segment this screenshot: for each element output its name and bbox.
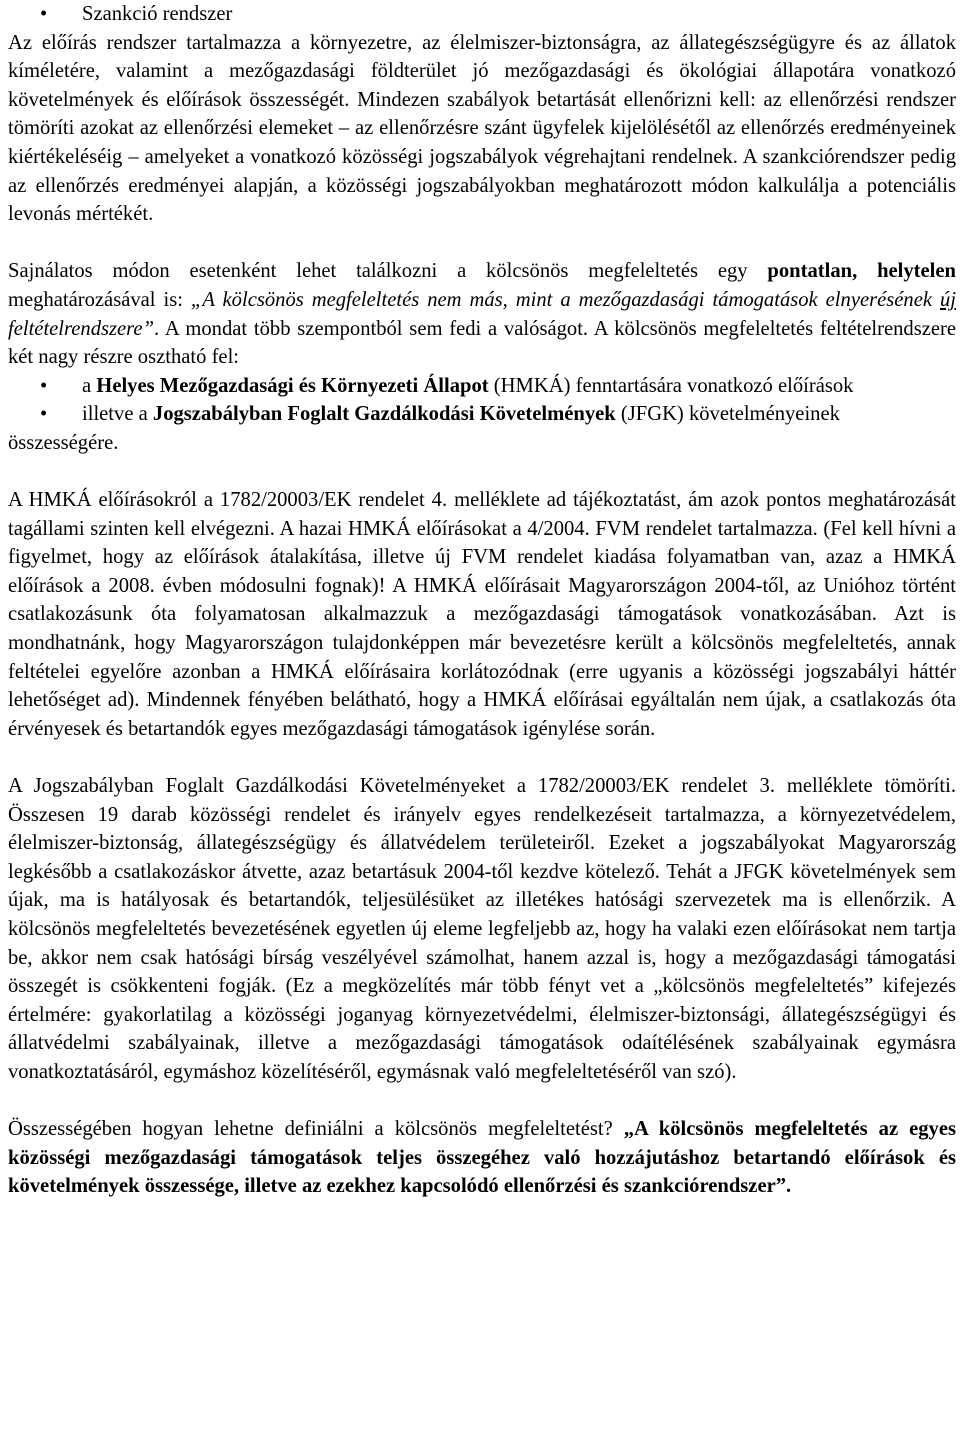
paragraph-control-text: Mindezen szabályok betartását ellenőrizni kell: az ellenőrzési rendszer tömöríti azokat az ellenőrzési elemeket – az ellenőrzésre szánt ügyfelek kijelölésétől az ellenőrzés eredményeinek kiértékeléséig – amelyeket a vonatkozó közösségi jogszabályok végrehajtani rendelnek. A szankciórendszer pedig az ellenőrzés eredményei alapján, a közösségi jogszabályokban meghatározott módon kalkulálja a potenciális levonás mértékét. xyxy=(8,88,956,226)
bold-run: Jogszabályban Foglalt Gazdálkodási Követelmények xyxy=(152,403,616,426)
italic-run: „A kölcsönös megfeleltetés nem más, mint a mezőgazdasági támogatások elnyerésének xyxy=(190,288,940,311)
text-run: a xyxy=(82,374,97,397)
bullet-icon: • xyxy=(40,374,48,397)
bullet-item-sanction-system xyxy=(8,0,956,29)
bold-run: pontatlan, helytelen xyxy=(767,260,956,283)
paragraph-hmka: A HMKÁ előírásokról a 1782/20003/EK rendelet 4. melléklete ad tájékoztatást, ám azok pontos meghatározását tagállami szinten kell elvégezni. A hazai HMKÁ előírásokat a 4/2004. FVM rendelet tartalmazza. (Fel kell hívni a figyelmet, hogy az előírások átalakítása, illetve új FVM rendelet kiadása folyamatban van, azaz a HMKÁ előírások a 2008. évben módosulni fognak)! A HMKÁ előírásait Magyarországon 2004-től, az Unióhoz történt csatlakozásunk óta folyamatosan alkalmazzuk a mezőgazdasági támogatások vonatkozásában. Azt is mondhatnánk, hogy Magyarországon tulajdonképpen már bevezetésre került a kölcsönös megfeleltetés, annak feltételei egyelőre azonban a HMKÁ előírásaira korlátozódnak (erre ugyanis a közösségi jogszabályi háttér lehetőséget ad). Mindennek fényében belátható, hogy a HMKÁ előírásai egyáltalán nem újak, a csatlakozás óta érvényesek és betartandók egyes mezőgazdasági támogatások igénylése során. xyxy=(8,489,956,740)
paragraph-requirements-text: Az előírás rendszer tartalmazza a környezetre, az élelmiszer-biztonságra, az állategészségügyre és az állatok kíméletére, valamint a mezőgazdasági földterület jó mezőgazdasági és ökológiai állapotára vonatkozó követelmények és előírások összességét. xyxy=(8,31,956,111)
bullet-item-jfgk xyxy=(8,400,956,429)
text-run: Összességében hogyan lehetne definiálni a kölcsönös megfeleltetést? xyxy=(8,1118,624,1141)
underlined-word: új xyxy=(939,288,956,311)
bullet-item-hmka xyxy=(8,372,956,401)
paragraph-definition xyxy=(8,1115,956,1201)
paragraph-requirements xyxy=(8,29,956,229)
paragraph-totality: összességére. xyxy=(8,431,119,454)
bullet-text xyxy=(82,400,956,429)
bullet-icon: • xyxy=(40,3,48,25)
bullet-text xyxy=(82,372,956,401)
bullet-icon: • xyxy=(40,403,48,426)
bullet-heading: Szankció rendszer xyxy=(82,3,233,25)
bold-run: Helyes Mezőgazdasági és Környezeti Állapot xyxy=(96,374,489,397)
paragraph-misdefinition xyxy=(8,257,956,371)
text-run: Sajnálatos módon esetenként lehet találkozni a kölcsönös megfeleltetés egy xyxy=(8,260,768,283)
text-run: . A mondat több szempontból sem fedi a valóságot. A kölcsönös megfeleltetés feltételrendszere két nagy részre osztható fel: xyxy=(8,317,956,369)
text-run: illetve a xyxy=(82,403,153,426)
italic-run: feltételrendszere” xyxy=(8,317,155,340)
text-run: meghatározásával is: xyxy=(8,288,191,311)
paragraph-jfgk: A Jogszabályban Foglalt Gazdálkodási Követelményeket a 1782/20003/EK rendelet 3. melléklete tömöríti. Összesen 19 darab közösségi rendelet és irányelv egyes rendelkezéseit tartalmazza, a környezetvédelem, élelmiszer-biztonság, állategészségügy és állatvédelem területeiről. Ezeket a jogszabályokat Magyarország legkésőbb a csatlakozáskor átvette, azaz betartásuk 2004-től kezdve kötelező. Tehát a JFGK követelmények sem újak, ma is hatályosak és betartandók, teljesülésüket az illetékes hatósági szervezetek ma is ellenőrzik. A kölcsönös megfeleltetés bevezetésének egyetlen új eleme legfeljebb az, hogy ha valaki ezen előírásokat nem tartja be, akkor nem csak hatósági bírság veszélyével számolhat, hanem azzal is, hogy a mezőgazdasági támogatási összegét is csökkenteni fogják. (Ez a megközelítés már több fényt vet a „kölcsönös megfeleltetés” kifejezés értelmére: gyakorlatilag a közösségi joganyag környezetvédelmi, élelmiszer-biztonsági, állategészségügyi és állatvédelmi szabályainak, illetve a mezőgazdasági támogatások odaítélésének szabályainak egymásra vonatkoztatásáról, egymáshoz közelítéséről, egymásnak való megfeleltetéséről van szó). xyxy=(8,775,956,1083)
bold-definition: „A kölcsönös megfeleltetés az egyes közösségi mezőgazdasági támogatások teljes összegéhez való hozzájutáshoz betartandó előírások és követelmények összessége, illetve az ezekhez kapcsolódó ellenőrzési és szankciórendszer” xyxy=(8,1118,956,1198)
text-run: (HMKÁ) fenntartására vonatkozó előírások xyxy=(488,374,854,397)
text-run: (JFGK) követelményeinek xyxy=(615,403,840,426)
bold-run: . xyxy=(786,1175,792,1198)
